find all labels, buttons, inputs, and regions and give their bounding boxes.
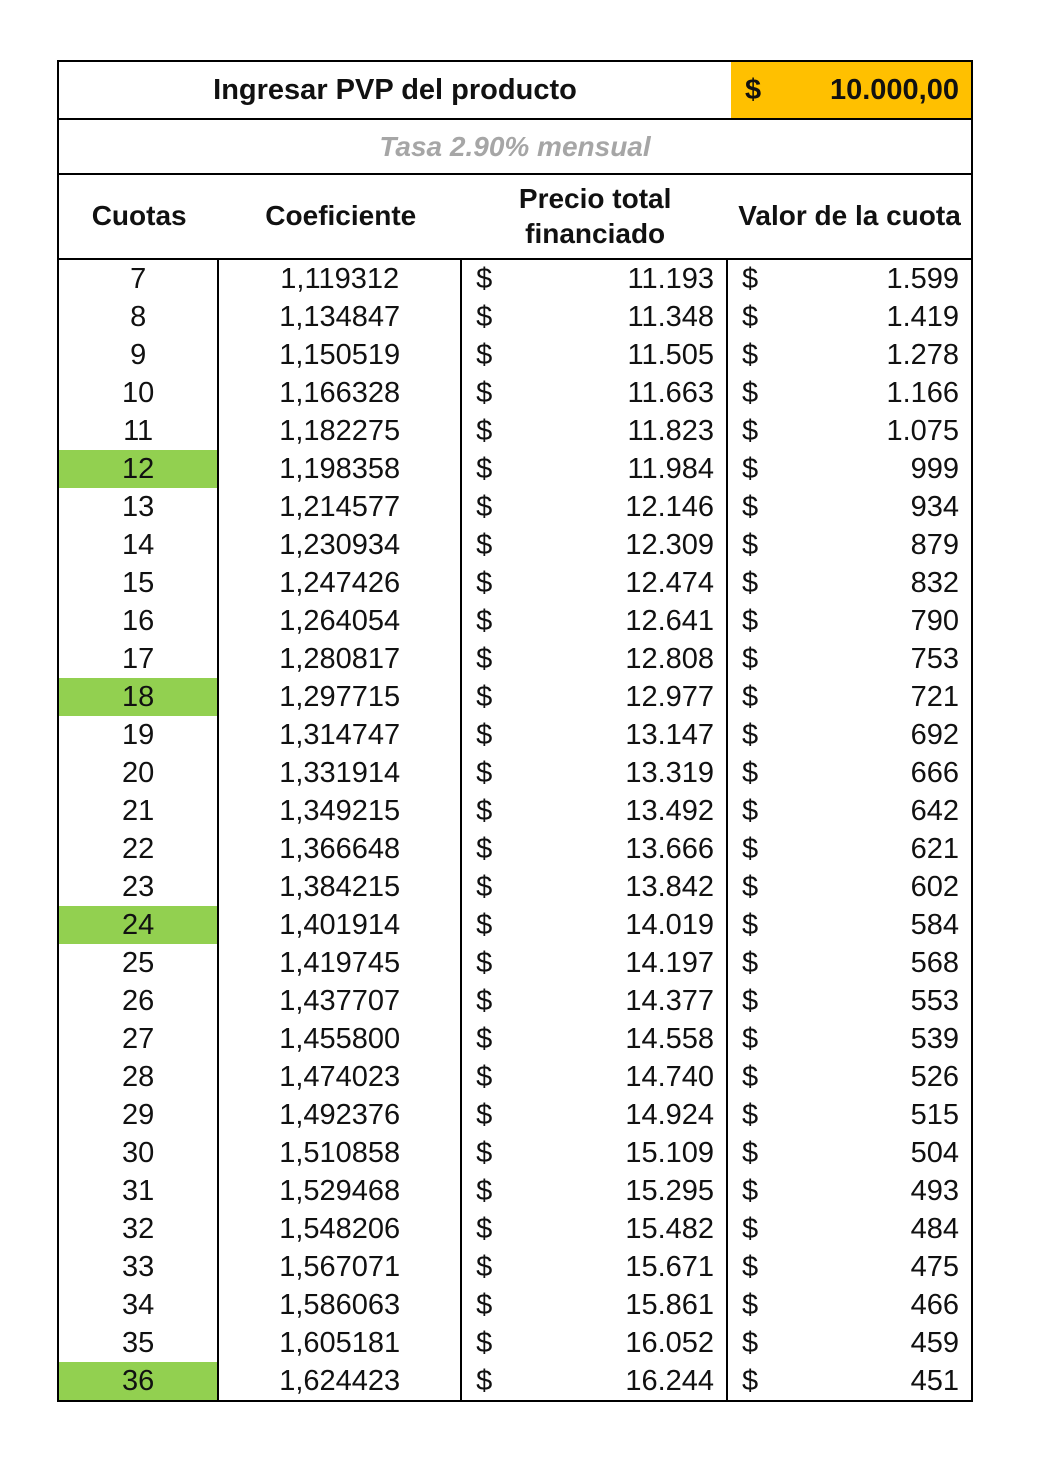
cell-cuotas: 7	[59, 260, 219, 298]
table-row	[59, 1210, 971, 1248]
currency-symbol: $	[742, 262, 759, 295]
currency-symbol: $	[742, 1174, 759, 1207]
pvp-value[interactable]: 10.000,00	[829, 73, 959, 106]
cell-cuotas: 22	[59, 830, 219, 868]
currency-symbol: $	[742, 566, 759, 599]
currency-symbol: $	[742, 1212, 759, 1245]
cell-precio-total: $ 16.244	[462, 1362, 728, 1400]
currency-symbol: $	[742, 528, 759, 561]
currency-symbol: $	[476, 1098, 493, 1131]
cell-precio-total: $ 13.147	[462, 716, 728, 754]
table-row	[59, 1248, 971, 1286]
currency-symbol: $	[742, 604, 759, 637]
cell-cuotas: 19	[59, 716, 219, 754]
cell-coeficiente: 1,624423	[219, 1362, 462, 1400]
cell-valor-cuota: $ 493	[742, 1174, 960, 1207]
table-row	[59, 260, 971, 298]
currency-symbol: $	[476, 642, 493, 675]
currency-symbol: $	[476, 528, 493, 561]
cell-valor-cuota: $ 999	[742, 452, 960, 485]
cell-coeficiente: 1,586063	[219, 1286, 462, 1324]
cell-coeficiente: 1,455800	[219, 1020, 462, 1058]
cell-valor-cuota: $ 790	[742, 604, 960, 637]
cell-coeficiente: 1,437707	[219, 982, 462, 1020]
cell-cuotas: 24	[59, 906, 219, 944]
table-row	[59, 944, 971, 982]
cell-valor-cuota: $ 602	[742, 870, 960, 903]
currency-symbol: $	[476, 794, 493, 827]
table-row	[59, 678, 971, 716]
cell-coeficiente: 1,605181	[219, 1324, 462, 1362]
cell-valor-cuota: $ 1.075	[742, 414, 960, 447]
cell-cuotas: 23	[59, 868, 219, 906]
cell-cuotas: 14	[59, 526, 219, 564]
currency-symbol: $	[476, 300, 493, 333]
cell-cuotas: 26	[59, 982, 219, 1020]
currency-symbol: $	[742, 1136, 759, 1169]
table-row	[59, 1134, 971, 1172]
cell-coeficiente: 1,384215	[219, 868, 462, 906]
cell-coeficiente: 1,314747	[219, 716, 462, 754]
cell-cuotas: 10	[59, 374, 219, 412]
cell-cuotas: 29	[59, 1096, 219, 1134]
currency-symbol: $	[742, 1288, 759, 1321]
cell-precio-total: $ 14.377	[462, 982, 728, 1020]
currency-symbol: $	[742, 452, 759, 485]
table-row	[59, 1286, 971, 1324]
table-row	[59, 526, 971, 564]
cell-valor-cuota: $ 832	[742, 566, 960, 599]
cell-valor-cuota: $ 1.599	[742, 262, 960, 295]
header-valor-cuota: Valor de la cuota	[738, 200, 961, 232]
cell-cuotas: 17	[59, 640, 219, 678]
cell-precio-total: $ 14.197	[462, 944, 728, 982]
currency-symbol: $	[742, 300, 759, 333]
cell-coeficiente: 1,349215	[219, 792, 462, 830]
cell-cuotas: 13	[59, 488, 219, 526]
currency-symbol: $	[742, 642, 759, 675]
cell-valor-cuota: $ 642	[742, 794, 960, 827]
cell-precio-total: $ 14.924	[462, 1096, 728, 1134]
cell-cuotas: 20	[59, 754, 219, 792]
cell-valor-cuota: $ 666	[742, 756, 960, 789]
currency-symbol: $	[476, 984, 493, 1017]
currency-symbol: $	[476, 680, 493, 713]
cell-cuotas: 12	[59, 450, 219, 488]
currency-symbol: $	[742, 1022, 759, 1055]
cell-cuotas: 30	[59, 1134, 219, 1172]
currency-symbol: $	[742, 946, 759, 979]
currency-symbol: $	[742, 1060, 759, 1093]
currency-symbol: $	[476, 566, 493, 599]
cell-cuotas: 25	[59, 944, 219, 982]
cell-precio-total: $ 13.492	[462, 792, 728, 830]
header-cuotas: Cuotas	[91, 200, 187, 232]
cell-coeficiente: 1,280817	[219, 640, 462, 678]
currency-symbol: $	[476, 1250, 493, 1283]
cell-coeficiente: 1,264054	[219, 602, 462, 640]
currency-symbol: $	[742, 1364, 759, 1397]
cell-precio-total: $ 14.019	[462, 906, 728, 944]
cell-precio-total: $ 13.842	[462, 868, 728, 906]
cell-valor-cuota: $ 568	[742, 946, 960, 979]
currency-symbol: $	[742, 490, 759, 523]
currency-symbol: $	[742, 832, 759, 865]
cell-coeficiente: 1,198358	[219, 450, 462, 488]
header-precio-total-line2: financiado	[525, 217, 666, 249]
cell-precio-total: $ 13.319	[462, 754, 728, 792]
table-row	[59, 1324, 971, 1362]
currency-symbol: $	[742, 414, 759, 447]
cell-valor-cuota: $ 475	[742, 1250, 960, 1283]
cell-coeficiente: 1,366648	[219, 830, 462, 868]
cell-precio-total: $ 12.808	[462, 640, 728, 678]
cell-coeficiente: 1,182275	[219, 412, 462, 450]
table-row	[59, 1362, 971, 1400]
pvp-label: Ingresar PVP del producto	[213, 73, 577, 106]
cell-valor-cuota: $ 504	[742, 1136, 960, 1169]
currency-symbol: $	[476, 908, 493, 941]
currency-symbol: $	[742, 376, 759, 409]
cell-valor-cuota: $ 526	[742, 1060, 960, 1093]
cell-coeficiente: 1,548206	[219, 1210, 462, 1248]
cell-cuotas: 28	[59, 1058, 219, 1096]
currency-symbol: $	[476, 718, 493, 751]
rate-note: Tasa 2.90% mensual	[57, 120, 973, 175]
currency-symbol: $	[476, 414, 493, 447]
currency-symbol: $	[742, 984, 759, 1017]
currency-symbol: $	[476, 338, 493, 371]
cell-precio-total: $ 11.505	[462, 336, 728, 374]
cell-valor-cuota: $ 934	[742, 490, 960, 523]
table-row	[59, 374, 971, 412]
currency-symbol: $	[476, 1326, 493, 1359]
currency-symbol: $	[476, 946, 493, 979]
cell-coeficiente: 1,419745	[219, 944, 462, 982]
cell-valor-cuota: $ 721	[742, 680, 960, 713]
table-row	[59, 1020, 971, 1058]
cell-precio-total: $ 16.052	[462, 1324, 728, 1362]
currency-symbol: $	[742, 680, 759, 713]
cell-coeficiente: 1,150519	[219, 336, 462, 374]
cell-cuotas: 18	[59, 678, 219, 716]
table-row	[59, 792, 971, 830]
cell-valor-cuota: $ 1.419	[742, 300, 960, 333]
table-row	[59, 564, 971, 602]
financing-table	[57, 60, 973, 1402]
cell-cuotas: 27	[59, 1020, 219, 1058]
cell-coeficiente: 1,474023	[219, 1058, 462, 1096]
header-precio-total-line1: Precio total	[518, 183, 672, 215]
table-row	[59, 412, 971, 450]
table-row	[59, 906, 971, 944]
currency-symbol: $	[476, 262, 493, 295]
cell-cuotas: 35	[59, 1324, 219, 1362]
currency-symbol: $	[476, 490, 493, 523]
cell-precio-total: $ 12.977	[462, 678, 728, 716]
cell-coeficiente: 1,529468	[219, 1172, 462, 1210]
table-row	[59, 1172, 971, 1210]
cell-precio-total: $ 11.663	[462, 374, 728, 412]
currency-symbol: $	[742, 908, 759, 941]
currency-symbol: $	[742, 870, 759, 903]
cell-coeficiente: 1,134847	[219, 298, 462, 336]
cell-precio-total: $ 12.309	[462, 526, 728, 564]
header-coeficiente: Coeficiente	[265, 200, 417, 232]
cell-coeficiente: 1,119312	[219, 260, 462, 298]
currency-symbol: $	[476, 604, 493, 637]
cell-cuotas: 11	[59, 412, 219, 450]
currency-symbol: $	[476, 452, 493, 485]
currency-symbol: $	[742, 1250, 759, 1283]
cell-valor-cuota: $ 1.166	[742, 376, 960, 409]
cell-valor-cuota: $ 692	[742, 718, 960, 751]
currency-symbol: $	[476, 1136, 493, 1169]
cell-precio-total: $ 11.823	[462, 412, 728, 450]
cell-precio-total: $ 11.193	[462, 260, 728, 298]
cell-coeficiente: 1,331914	[219, 754, 462, 792]
currency-symbol: $	[476, 1022, 493, 1055]
cell-coeficiente: 1,492376	[219, 1096, 462, 1134]
cell-coeficiente: 1,247426	[219, 564, 462, 602]
currency-symbol: $	[476, 756, 493, 789]
cell-coeficiente: 1,297715	[219, 678, 462, 716]
cell-cuotas: 8	[59, 298, 219, 336]
cell-valor-cuota: $ 879	[742, 528, 960, 561]
cell-precio-total: $ 14.740	[462, 1058, 728, 1096]
cell-precio-total: $ 15.861	[462, 1286, 728, 1324]
currency-symbol: $	[742, 338, 759, 371]
table-row	[59, 830, 971, 868]
currency-symbol: $	[476, 1212, 493, 1245]
currency-symbol: $	[742, 756, 759, 789]
cell-coeficiente: 1,510858	[219, 1134, 462, 1172]
currency-symbol: $	[476, 1288, 493, 1321]
cell-coeficiente: 1,230934	[219, 526, 462, 564]
table-row	[59, 602, 971, 640]
currency-symbol: $	[476, 870, 493, 903]
cell-precio-total: $ 15.482	[462, 1210, 728, 1248]
cell-cuotas: 36	[59, 1362, 219, 1400]
cell-precio-total: $ 12.146	[462, 488, 728, 526]
currency-symbol: $	[476, 1060, 493, 1093]
table-row	[59, 1096, 971, 1134]
cell-precio-total: $ 15.295	[462, 1172, 728, 1210]
cell-valor-cuota: $ 621	[742, 832, 960, 865]
cell-precio-total: $ 15.109	[462, 1134, 728, 1172]
currency-symbol: $	[742, 1326, 759, 1359]
table-row	[59, 868, 971, 906]
cell-valor-cuota: $ 515	[742, 1098, 960, 1131]
currency-symbol: $	[476, 376, 493, 409]
cell-cuotas: 34	[59, 1286, 219, 1324]
cell-cuotas: 16	[59, 602, 219, 640]
cell-valor-cuota: $ 466	[742, 1288, 960, 1321]
cell-valor-cuota: $ 459	[742, 1326, 960, 1359]
currency-symbol: $	[742, 1098, 759, 1131]
cell-valor-cuota: $ 451	[742, 1364, 960, 1397]
cell-cuotas: 21	[59, 792, 219, 830]
table-row	[59, 298, 971, 336]
column-headers	[57, 175, 973, 260]
cell-valor-cuota: $ 553	[742, 984, 960, 1017]
cell-precio-total: $ 12.474	[462, 564, 728, 602]
cell-cuotas: 32	[59, 1210, 219, 1248]
table-row	[59, 336, 971, 374]
currency-symbol: $	[742, 794, 759, 827]
table-row	[59, 488, 971, 526]
table-row	[59, 640, 971, 678]
cell-precio-total: $ 15.671	[462, 1248, 728, 1286]
currency-symbol: $	[476, 1174, 493, 1207]
cell-valor-cuota: $ 753	[742, 642, 960, 675]
table-row	[59, 1058, 971, 1096]
table-row	[59, 716, 971, 754]
cell-precio-total: $ 11.348	[462, 298, 728, 336]
table-row	[59, 982, 971, 1020]
header-precio-total	[462, 175, 728, 258]
pvp-currency: $	[745, 73, 762, 106]
cell-valor-cuota: $ 484	[742, 1212, 960, 1245]
cell-coeficiente: 1,567071	[219, 1248, 462, 1286]
cell-valor-cuota: $ 584	[742, 908, 960, 941]
table-row	[59, 450, 971, 488]
pvp-row	[57, 60, 973, 120]
cell-coeficiente: 1,401914	[219, 906, 462, 944]
currency-symbol: $	[742, 718, 759, 751]
currency-symbol: $	[476, 1364, 493, 1397]
cell-valor-cuota: $ 1.278	[742, 338, 960, 371]
cell-cuotas: 9	[59, 336, 219, 374]
cell-valor-cuota: $ 539	[742, 1022, 960, 1055]
cell-precio-total: $ 12.641	[462, 602, 728, 640]
pvp-input-cell[interactable]	[731, 62, 971, 118]
cell-coeficiente: 1,214577	[219, 488, 462, 526]
cell-precio-total: $ 13.666	[462, 830, 728, 868]
table-row	[59, 754, 971, 792]
cell-cuotas: 33	[59, 1248, 219, 1286]
currency-symbol: $	[476, 832, 493, 865]
cell-coeficiente: 1,166328	[219, 374, 462, 412]
cell-precio-total: $ 11.984	[462, 450, 728, 488]
table-body	[57, 260, 973, 1402]
cell-cuotas: 31	[59, 1172, 219, 1210]
cell-cuotas: 15	[59, 564, 219, 602]
cell-precio-total: $ 14.558	[462, 1020, 728, 1058]
